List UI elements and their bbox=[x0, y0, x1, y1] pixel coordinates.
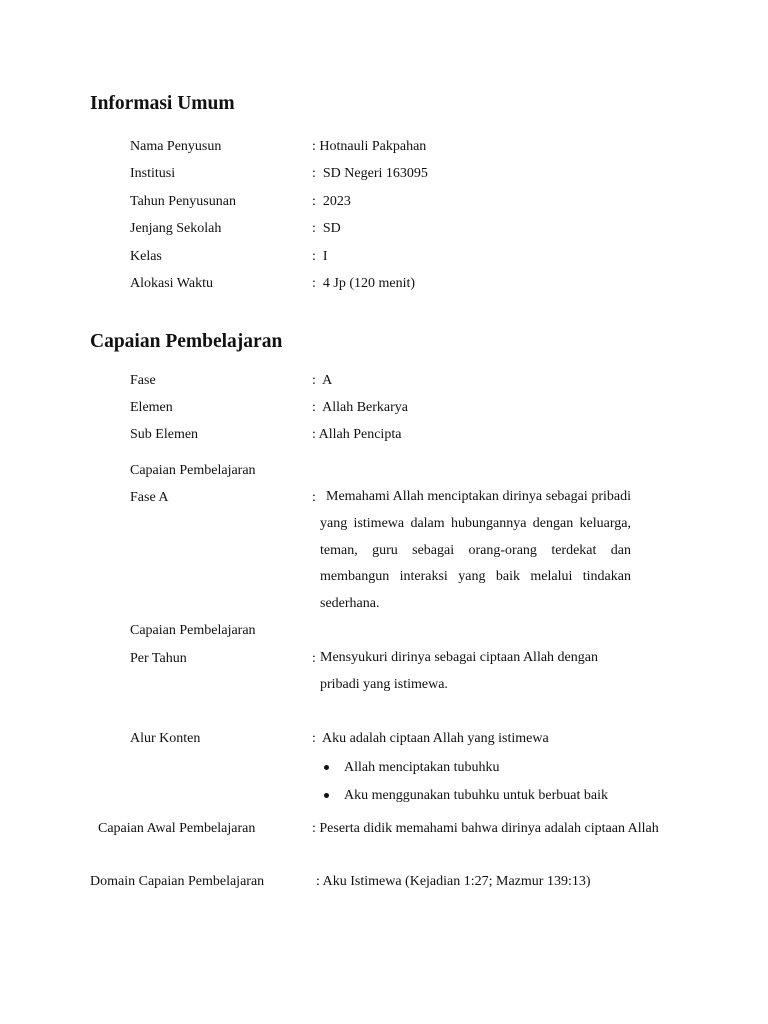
label-tahun-penyusunan: Tahun Penyusunan bbox=[130, 194, 236, 209]
value-nama-penyusun: : Hotnauli Pakpahan bbox=[312, 139, 427, 154]
value-kelas: : I bbox=[312, 249, 328, 264]
label-jenjang-sekolah: Jenjang Sekolah bbox=[130, 221, 222, 236]
label-elemen: Elemen bbox=[130, 400, 173, 415]
label-cp-per-tahun-line2: Per Tahun bbox=[130, 651, 187, 666]
value-domain-capaian: : Aku Istimewa (Kejadian 1:27; Mazmur 139:13) bbox=[316, 874, 591, 889]
list-item-alur-konten-1: Allah menciptakan tubuhku bbox=[344, 760, 500, 775]
label-institusi: Institusi bbox=[130, 166, 176, 181]
label-nama-penyusun: Nama Penyusun bbox=[130, 139, 222, 154]
colon-cp-fase-a: : bbox=[312, 490, 316, 505]
label-cp-per-tahun-line1: Capaian Pembelajaran bbox=[130, 623, 256, 638]
bullet-dot bbox=[324, 765, 329, 770]
value-alur-konten: Aku adalah ciptaan Allah yang istimewa bbox=[322, 731, 549, 746]
label-kelas: Kelas bbox=[130, 249, 162, 264]
label-capaian-awal: Capaian Awal Pembelajaran bbox=[98, 821, 256, 836]
section-heading-informasi-umum: Informasi Umum bbox=[90, 93, 235, 114]
label-alokasi-waktu: Alokasi Waktu bbox=[130, 276, 213, 291]
section-heading-capaian-pembelajaran: Capaian Pembelajaran bbox=[90, 331, 283, 352]
value-sub-elemen: : Allah Pencipta bbox=[312, 427, 402, 442]
label-fase: Fase bbox=[130, 373, 156, 388]
label-sub-elemen: Sub Elemen bbox=[130, 427, 199, 442]
value-cp-per-tahun: Mensyukuri dirinya sebagai ciptaan Allah dengan pribadi yang istimewa. bbox=[320, 650, 598, 692]
label-alur-konten: Alur Konten bbox=[130, 731, 201, 746]
label-cp-fase-a-line1: Capaian Pembelajaran bbox=[130, 463, 256, 478]
value-alokasi-waktu: : 4 Jp (120 menit) bbox=[312, 276, 416, 291]
value-elemen: : Allah Berkarya bbox=[312, 400, 409, 415]
label-cp-fase-a-line2: Fase A bbox=[130, 490, 169, 505]
value-jenjang-sekolah: : SD bbox=[312, 221, 341, 236]
value-capaian-awal: : Peserta didik memahami bahwa dirinya adalah ciptaan Allah bbox=[312, 821, 659, 836]
colon-cp-per-tahun: : bbox=[312, 651, 316, 666]
value-fase: : A bbox=[312, 373, 333, 388]
value-tahun-penyusunan: : 2023 bbox=[312, 194, 351, 209]
bullet-dot bbox=[324, 793, 329, 798]
list-item-alur-konten-2: Aku menggunakan tubuhku untuk berbuat baik bbox=[344, 788, 609, 803]
value-cp-fase-a: Memahami Allah menciptakan dirinya sebagai pribadi yang istimewa dalam hubungannya dengan keluarga, teman, guru sebagai orang-orang terdekat dan membangun interaksi yang baik melalui tindakan sederhana. bbox=[320, 489, 631, 612]
label-domain-capaian: Domain Capaian Pembelajaran bbox=[90, 874, 265, 889]
colon-alur-konten: : bbox=[312, 731, 316, 746]
value-institusi: : SD Negeri 163095 bbox=[312, 166, 428, 181]
